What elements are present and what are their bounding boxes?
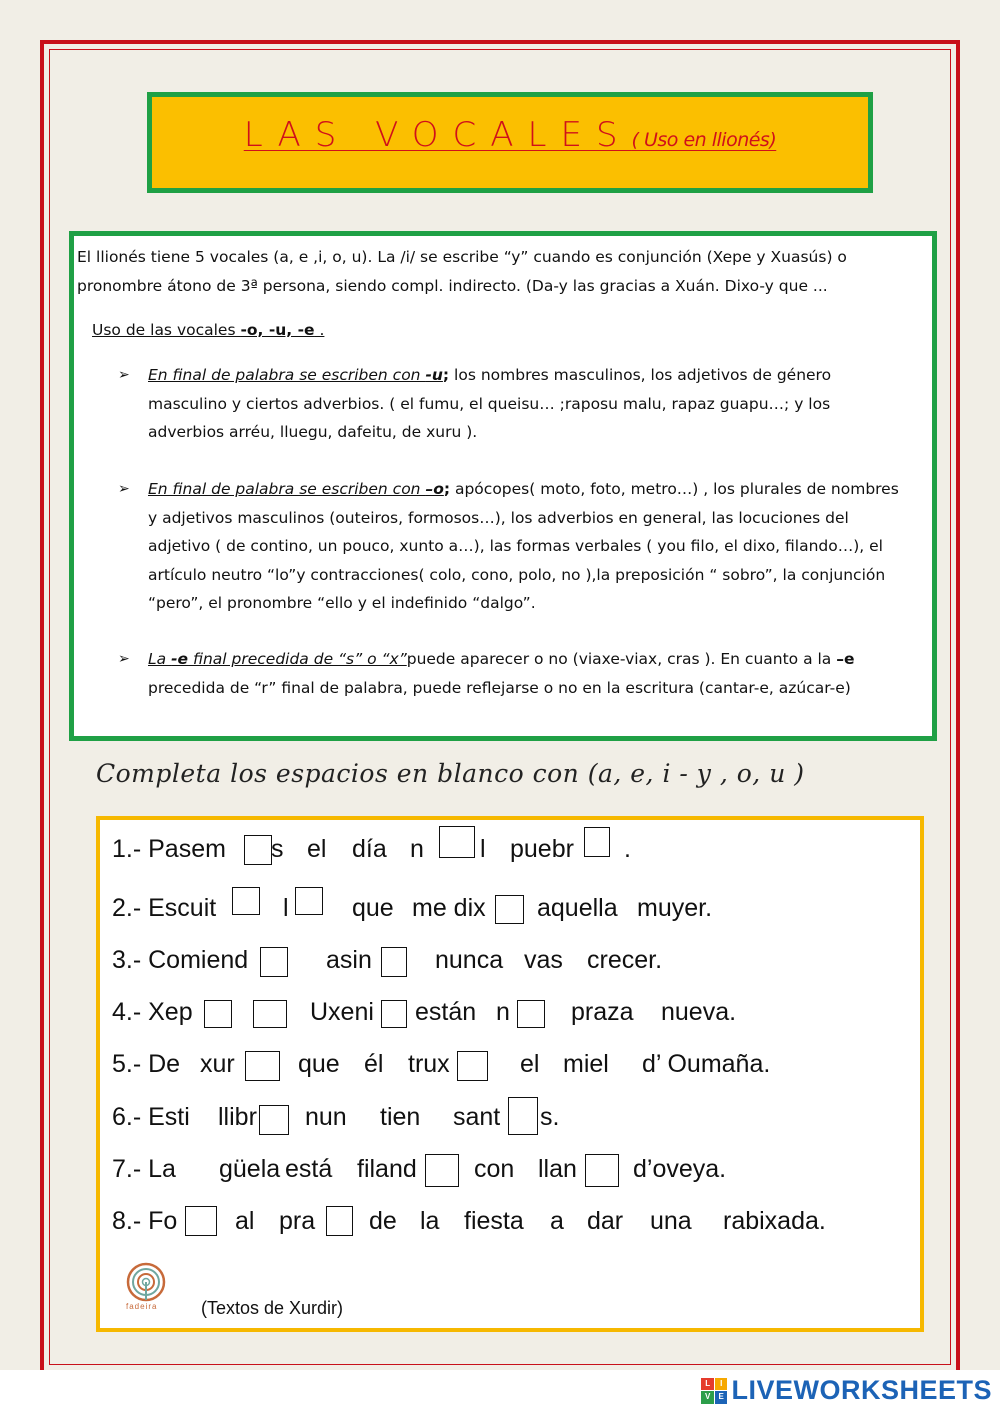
bullet-text (148, 645, 908, 702)
exercise-6-part: tien (380, 1103, 421, 1131)
exercise-8-part: 8.- Fo (112, 1207, 178, 1235)
answer-blank[interactable] (517, 1000, 545, 1028)
info-box (69, 231, 937, 741)
answer-blank[interactable] (259, 1105, 289, 1135)
exercise-5-part: que (298, 1050, 340, 1078)
exercise-1-part: el (307, 835, 327, 863)
exercise-5-part: 5.- De (112, 1050, 181, 1078)
answer-blank[interactable] (245, 1051, 280, 1081)
exercise-3-part: asin (326, 946, 372, 974)
exercise-6-part: nun (305, 1103, 347, 1131)
bullet-semi: ; (442, 366, 450, 384)
exercise-8-part: pra (279, 1207, 316, 1235)
answer-blank[interactable] (185, 1206, 217, 1236)
title-main: LAS VOCALES (243, 115, 632, 155)
exercise-2-part: muyer. (637, 894, 713, 922)
exercise-8-part: dar (587, 1207, 624, 1235)
answer-blank[interactable] (244, 835, 272, 865)
bullet-em: La (148, 650, 172, 668)
arrow-bullet-icon: ➢ (118, 481, 130, 497)
exercise-1-part: puebr (510, 835, 574, 863)
exercise-5-part: xur (200, 1050, 235, 1078)
answer-blank[interactable] (585, 1154, 619, 1187)
instruction: Completa los espacios en blanco con (a, e, i - y , o, u ) (96, 759, 805, 788)
arrow-bullet-icon: ➢ (118, 651, 130, 667)
uso-heading-bold: -o, -u, -e (240, 321, 315, 339)
answer-blank[interactable] (326, 1206, 353, 1236)
exercise-2-part: que (352, 894, 394, 922)
intro-text: El llionés tiene 5 vocales (a, e ,i, o, u). La /i/ se escribe “y” cuando es conjunción (Xepe y Xuasús) o pronombre átono de 3ª persona, siendo compl. indirecto. (Da-y las gracias a Xuán. Dixo-y que ... (77, 248, 847, 295)
exercise-4-part: están (415, 998, 477, 1026)
liveworksheets-brand[interactable] (701, 1375, 992, 1406)
exercise-2-part: 2.- Escuit (112, 894, 217, 922)
bullet-em-bold: –o (425, 480, 444, 498)
bullet-em: En final de palabra se escriben con (148, 366, 426, 384)
bullet-u (118, 361, 908, 447)
answer-blank[interactable] (584, 827, 610, 857)
title-sub: ( Uso en llionés) (631, 129, 777, 151)
exercise-7-part: 7.- La (112, 1155, 176, 1183)
bullet-text (148, 475, 908, 618)
exercise-5-part: d’ Oumaña. (642, 1050, 771, 1078)
bullet-o (118, 475, 908, 618)
answer-blank[interactable] (425, 1154, 459, 1187)
bullet-body-end: precedida de “r” final de palabra, puede reflejarse o no en la escritura (cantar-e, azúcar-e) (148, 678, 851, 697)
exercise-8-part: una (650, 1207, 692, 1235)
title-box (147, 92, 873, 193)
exercise-5-part: el (520, 1050, 540, 1078)
bullet-e (118, 645, 908, 702)
exercise-5-part: él (364, 1050, 384, 1078)
uso-heading (92, 316, 324, 345)
exercise-3-part: nunca (435, 946, 504, 974)
answer-blank[interactable] (381, 1000, 407, 1028)
bullet-body: los nombres masculinos, los adjetivos de género masculino y ciertos adverbios. ( el fumu, el queisu… ;raposu malu, rapaz guapu…; y los adverbios arréu, lluegu, dafeitu, de xuru ). (148, 366, 832, 441)
exercise-1-part: n (410, 835, 424, 863)
exercise-2-part: me dix (412, 894, 486, 922)
uso-heading-end: . (314, 321, 325, 339)
answer-blank[interactable] (204, 1000, 232, 1028)
exercise-3-part: 3.- Comiend (112, 946, 249, 974)
exercise-2-part: aquella (537, 894, 618, 922)
exercise-8-part: a (550, 1207, 564, 1235)
exercise-7-part: llan (538, 1155, 577, 1183)
bullet-text (148, 361, 908, 447)
bullet-semi: ; (443, 480, 451, 498)
brand-text: LIVEWORKSHEETS (731, 1375, 992, 1405)
exercise-7-part: filand (357, 1155, 417, 1183)
exercise-6-part: llibr (218, 1103, 257, 1131)
bullet-body: puede aparecer o no (viaxe-viax, cras ). En cuanto a la (406, 650, 837, 668)
exercise-1-part: día (352, 835, 387, 863)
exercise-6-part: 6.- Esti (112, 1103, 190, 1131)
exercise-8-part: al (235, 1207, 255, 1235)
exercise-3-part: crecer. (587, 946, 663, 974)
answer-blank[interactable] (232, 887, 260, 915)
exercise-4-part: nueva. (661, 998, 737, 1026)
exercise-8-part: rabixada. (723, 1207, 826, 1235)
exercise-1-part: 1.- Pasem (112, 835, 226, 863)
uso-heading-text: Uso de las vocales (92, 321, 241, 339)
liveworksheets-logo-icon: L I V E (701, 1378, 727, 1404)
bullet-em-bold: -e (171, 650, 189, 668)
answer-blank[interactable] (495, 895, 524, 924)
exercise-1-part: . (624, 835, 631, 863)
answer-blank[interactable] (253, 1000, 287, 1028)
bullet-body: apócopes( moto, foto, metro…) , los plurales de nombres y adjetivos masculinos (outeiros, formosos…), los adverbios en general, las locuciones del adjetivo ( de contino, un pouco, xunto a…), las formas verbales ( you filo, el dixo, filando…), el artículo neutro “lo”y contracciones( colo, cono, polo, no ),la preposición “ sobro”, la conjunción “pero”, el pronombre “ello y el indefinido “dalgo”. (148, 480, 899, 612)
answer-blank[interactable] (508, 1097, 538, 1135)
exercise-8-part: la (420, 1207, 440, 1235)
exercise-7-part: güela (219, 1155, 281, 1183)
credit-text: (Textos de Xurdir) (201, 1298, 344, 1318)
answer-blank[interactable] (457, 1051, 488, 1081)
exercise-8-part: fiesta (464, 1207, 524, 1235)
arrow-bullet-icon: ➢ (118, 367, 130, 383)
exercise-4-part: Uxeni (310, 998, 374, 1026)
exercise-6-part: s. (540, 1103, 560, 1131)
exercise-2-part: l (283, 894, 289, 922)
exercise-4-part: n (496, 998, 510, 1026)
exercise-7-part: con (474, 1155, 515, 1183)
exercise-4-part: 4.- Xep (112, 998, 193, 1026)
exercise-4-part: praza (571, 998, 634, 1026)
exercise-5-part: trux (408, 1050, 450, 1078)
exercise-1-part: s (271, 835, 284, 863)
bullet-bold: –e (836, 650, 855, 668)
answer-blank[interactable] (381, 947, 407, 977)
exercise-8-part: de (369, 1207, 397, 1235)
exercise-7-part: d’oveya. (633, 1155, 727, 1183)
answer-blank[interactable] (439, 826, 475, 858)
bullet-em-rest: final precedida de “s” o “x” (188, 650, 407, 668)
bullet-em-bold: -u (425, 366, 443, 384)
exercise-7-part: está (285, 1155, 333, 1183)
exercise-1-part: l (480, 835, 486, 863)
exercise-6-part: sant (453, 1103, 501, 1131)
bullet-em: En final de palabra se escriben con (148, 480, 426, 498)
exercise-3-part: vas (524, 946, 563, 974)
answer-blank[interactable] (260, 947, 288, 977)
exercise-5-part: miel (563, 1050, 609, 1078)
answer-blank[interactable] (295, 887, 323, 915)
logo-text: fadeira (126, 1302, 158, 1311)
page-title (152, 115, 868, 155)
